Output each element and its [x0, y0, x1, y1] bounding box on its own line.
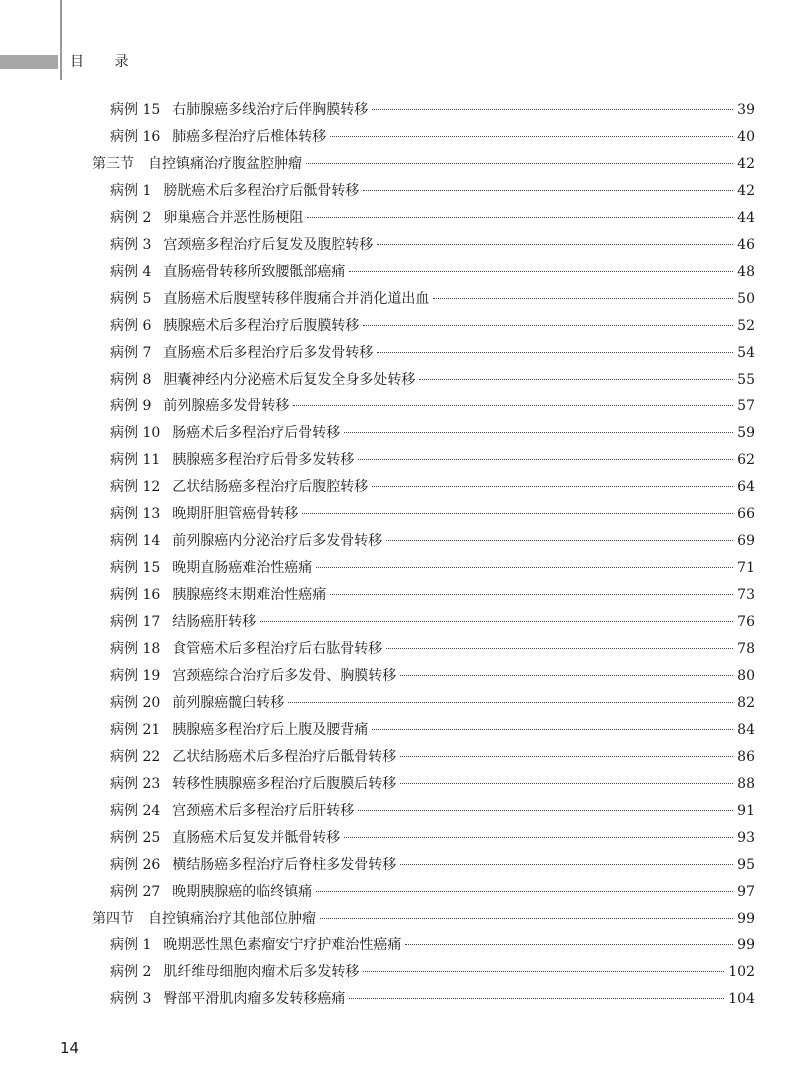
toc-case-entry[interactable] [110, 774, 755, 794]
toc-entry-title: 胰腺癌多程治疗后上腹及腰背痛 [172, 721, 369, 738]
toc-case-entry[interactable] [110, 962, 755, 982]
toc-entry-page: 86 [737, 748, 755, 765]
toc-case-entry[interactable] [110, 289, 755, 309]
toc-entry-page: 99 [737, 910, 755, 927]
toc-entry-page: 42 [737, 155, 755, 172]
toc-case-entry[interactable] [110, 181, 755, 201]
toc-entry-title: 直肠癌骨转移所致腰骶部癌痛 [163, 263, 346, 280]
toc-entry-page: 44 [737, 209, 755, 226]
toc-entry-title: 自控镇痛治疗其他部位肿瘤 [148, 910, 316, 927]
toc-case-entry[interactable] [110, 693, 755, 713]
toc-entry-page: 76 [737, 614, 755, 631]
toc-entry-page: 62 [737, 452, 755, 469]
dot-leader [363, 325, 733, 326]
dot-leader [377, 244, 733, 245]
toc-entry-title: 直肠癌术后腹壁转移伴腹痛合并消化道出血 [163, 290, 430, 307]
dot-leader [400, 864, 733, 865]
toc-case-entry[interactable] [110, 343, 755, 363]
toc-entry-page: 93 [737, 829, 755, 846]
toc-case-entry[interactable] [110, 801, 755, 821]
toc-entry-label: 病例 21 [110, 721, 161, 738]
toc-entry-title: 食管癌术后多程治疗后右肱骨转移 [172, 641, 383, 657]
dot-leader [316, 567, 733, 568]
toc-case-entry[interactable] [110, 396, 755, 416]
toc-case-entry[interactable] [110, 882, 755, 902]
toc-entry-label: 病例 23 [110, 775, 161, 792]
toc-entry-label: 病例 11 [110, 452, 161, 469]
toc-case-entry[interactable] [110, 989, 755, 1009]
dot-leader [372, 486, 733, 487]
toc-entry-page: 84 [737, 721, 755, 738]
toc-entry-title: 肌纤维母细胞肉瘤术后多发转移 [163, 964, 360, 981]
toc-case-entry[interactable] [110, 262, 755, 282]
toc-entry-label: 病例 4 [110, 263, 152, 280]
toc-entry-label: 病例 13 [110, 506, 161, 523]
toc-entry-label: 病例 14 [110, 533, 161, 550]
toc-entry-page: 57 [737, 398, 755, 415]
dot-leader [358, 810, 733, 811]
toc-entry-label: 病例 10 [110, 425, 161, 442]
toc-entry-title: 乙状结肠癌多程治疗后腹腔转移 [172, 479, 369, 496]
toc-case-entry[interactable] [110, 855, 755, 875]
dot-leader [372, 729, 733, 730]
toc-case-entry[interactable] [110, 720, 755, 740]
toc-entry-label: 病例 7 [110, 344, 152, 361]
dot-leader [344, 432, 733, 433]
toc-entry-title: 肠癌术后多程治疗后骨转移 [172, 425, 341, 442]
toc-entry-label: 病例 18 [110, 641, 161, 657]
toc-entry-page: 91 [737, 802, 755, 819]
toc-case-entry[interactable] [110, 235, 755, 255]
toc-case-entry[interactable] [110, 639, 755, 659]
toc-entry-page: 40 [737, 128, 755, 145]
toc-entry-label: 病例 8 [110, 371, 152, 388]
toc-entry-title: 胰腺癌多程治疗后骨多发转移 [172, 452, 355, 469]
toc-entry-page: 42 [737, 182, 755, 199]
toc-entry-label: 病例 1 [110, 937, 152, 954]
toc-entry-title: 前列腺癌内分泌治疗后多发骨转移 [172, 533, 383, 550]
toc-entry-title: 宫颈癌综合治疗后多发骨、胸膜转移 [172, 667, 397, 684]
dot-leader [307, 217, 733, 218]
toc-case-entry[interactable] [110, 666, 755, 686]
toc-entry-title: 横结肠癌多程治疗后脊柱多发骨转移 [172, 856, 397, 873]
toc-entry-page: 104 [728, 991, 755, 1008]
toc-case-entry[interactable] [110, 585, 755, 605]
dot-leader [330, 136, 733, 137]
toc-entry-page: 82 [737, 694, 755, 711]
toc-section-entry[interactable] [92, 154, 755, 174]
toc-entry-title: 胰腺癌术后多程治疗后腹膜转移 [163, 317, 360, 334]
toc-case-entry[interactable] [110, 531, 755, 551]
toc-entry-title: 晚期直肠癌难治性癌痛 [172, 560, 313, 577]
toc-entry-title: 胰腺癌终末期难治性癌痛 [172, 587, 327, 604]
toc-entry-title: 晚期恶性黑色素瘤安宁疗护难治性癌痛 [163, 937, 402, 954]
toc-case-entry[interactable] [110, 612, 755, 632]
header-accent-bar [0, 55, 58, 69]
toc-entry-page: 52 [737, 317, 755, 334]
toc-entry-page: 50 [737, 290, 755, 307]
dot-leader [320, 918, 733, 919]
toc-entry-title: 晚期胰腺癌的临终镇痛 [172, 883, 313, 900]
page-number: 14 [60, 1039, 80, 1057]
dot-leader [405, 944, 733, 945]
toc-entry-page: 55 [737, 371, 755, 388]
toc-entry-title: 臀部平滑肌肉瘤多发转移癌痛 [163, 991, 346, 1008]
toc-case-entry[interactable] [110, 558, 755, 578]
toc-entry-label: 第三节 [92, 155, 134, 172]
toc-entry-label: 病例 27 [110, 883, 161, 900]
toc-case-entry[interactable] [110, 316, 755, 336]
toc-entry-page: 80 [737, 667, 755, 684]
dot-leader [363, 971, 724, 972]
dot-leader [400, 783, 733, 784]
toc-case-entry[interactable] [110, 828, 755, 848]
toc-entry-title: 宫颈癌术后多程治疗后肝转移 [172, 802, 355, 819]
toc-entry-label: 病例 2 [110, 209, 152, 226]
toc-case-entry[interactable] [110, 747, 755, 767]
toc-entry-page: 39 [737, 102, 755, 118]
toc-entry-label: 病例 12 [110, 479, 161, 496]
toc-entry-title: 肺癌多程治疗后椎体转移 [172, 128, 327, 145]
toc-entry-title: 胆囊神经内分泌癌术后复发全身多处转移 [163, 371, 416, 388]
toc-entry-page: 71 [737, 560, 755, 577]
dot-leader [358, 459, 733, 460]
dot-leader [306, 163, 733, 164]
toc-entry-page: 78 [737, 641, 755, 657]
toc-case-entry[interactable] [110, 935, 755, 955]
dot-leader [288, 702, 733, 703]
dot-leader [293, 405, 733, 406]
dot-leader [372, 109, 733, 110]
header-vertical-rule [60, 0, 62, 80]
toc-entry-title: 卵巢癌合并恶性肠梗阻 [163, 209, 304, 226]
toc-entry-label: 病例 16 [110, 128, 161, 145]
toc-entry-label: 病例 15 [110, 560, 161, 577]
toc-entry-label: 病例 9 [110, 398, 152, 415]
dot-leader [316, 891, 733, 892]
dot-leader [330, 594, 733, 595]
toc-case-entry[interactable] [110, 127, 755, 147]
toc-entry-page: 102 [728, 964, 755, 981]
dot-leader [260, 621, 733, 622]
toc-entry-title: 结肠癌肝转移 [172, 614, 257, 631]
page-header-title: 目 录 [70, 54, 142, 70]
dot-leader [349, 271, 733, 272]
toc-entry-title: 直肠癌术后多程治疗后多发骨转移 [163, 344, 374, 361]
toc-case-entry[interactable] [110, 423, 755, 443]
toc-entry-label: 病例 15 [110, 102, 161, 118]
toc-entry-label: 病例 24 [110, 802, 161, 819]
toc-section-entry[interactable] [92, 909, 755, 929]
toc-entry-title: 前列腺癌多发骨转移 [163, 398, 290, 415]
toc-entry-title: 自控镇痛治疗腹盆腔肿瘤 [148, 155, 302, 172]
toc-entry-page: 54 [737, 344, 755, 361]
toc-entry-page: 48 [737, 263, 755, 280]
dot-leader [419, 379, 733, 380]
toc-entry-title: 晚期肝胆管癌骨转移 [172, 506, 299, 523]
toc-entry-title: 前列腺癌髋臼转移 [172, 694, 285, 711]
toc-entry-label: 病例 25 [110, 829, 161, 846]
toc-entry-label: 病例 6 [110, 317, 152, 334]
toc-entry-page: 59 [737, 425, 755, 442]
toc-entry-label: 病例 20 [110, 694, 161, 711]
dot-leader [363, 190, 733, 191]
toc-entry-label: 病例 3 [110, 236, 152, 253]
toc-entry-label: 病例 17 [110, 614, 161, 631]
toc-entry-page: 73 [737, 587, 755, 604]
toc-entry-title: 转移性胰腺癌多程治疗后腹膜后转移 [172, 775, 397, 792]
toc-entry-page: 97 [737, 883, 755, 900]
toc-case-entry[interactable] [110, 208, 755, 228]
dot-leader [377, 352, 733, 353]
toc-entry-page: 69 [737, 533, 755, 550]
toc-entry-label: 病例 2 [110, 964, 152, 981]
toc-entry-label: 病例 26 [110, 856, 161, 873]
toc-case-entry[interactable] [110, 504, 755, 524]
toc-entry-title: 膀胱癌术后多程治疗后骶骨转移 [163, 182, 360, 199]
toc-entry-page: 64 [737, 479, 755, 496]
dot-leader [400, 756, 733, 757]
toc-entry-title: 宫颈癌多程治疗后复发及腹腔转移 [163, 236, 374, 253]
toc-entry-page: 95 [737, 856, 755, 873]
toc-entry-label: 第四节 [92, 910, 134, 927]
toc-entry-label: 病例 16 [110, 587, 161, 604]
dot-leader [344, 837, 733, 838]
toc-case-entry[interactable] [110, 100, 755, 120]
toc-entry-page: 88 [737, 775, 755, 792]
toc-entry-label: 病例 5 [110, 290, 152, 307]
toc-entry-page: 99 [737, 937, 755, 954]
toc-entry-label: 病例 3 [110, 991, 152, 1008]
toc-entry-title: 乙状结肠癌术后多程治疗后骶骨转移 [172, 748, 397, 765]
toc-entry-label: 病例 22 [110, 748, 161, 765]
toc-entry-page: 66 [737, 506, 755, 523]
dot-leader [302, 513, 733, 514]
dot-leader [400, 675, 733, 676]
toc-entry-label: 病例 19 [110, 667, 161, 684]
dot-leader [349, 998, 724, 999]
dot-leader [386, 540, 733, 541]
toc-entry-label: 病例 1 [110, 182, 152, 199]
toc-case-entry[interactable] [110, 477, 755, 497]
toc-case-entry[interactable] [110, 450, 755, 470]
toc-case-entry[interactable] [110, 370, 755, 390]
dot-leader [433, 298, 733, 299]
dot-leader [386, 648, 733, 649]
toc-entry-title: 右肺腺癌多线治疗后伴胸膜转移 [172, 102, 369, 118]
toc-entry-title: 直肠癌术后复发并骶骨转移 [172, 829, 341, 846]
toc-entry-page: 46 [737, 236, 755, 253]
